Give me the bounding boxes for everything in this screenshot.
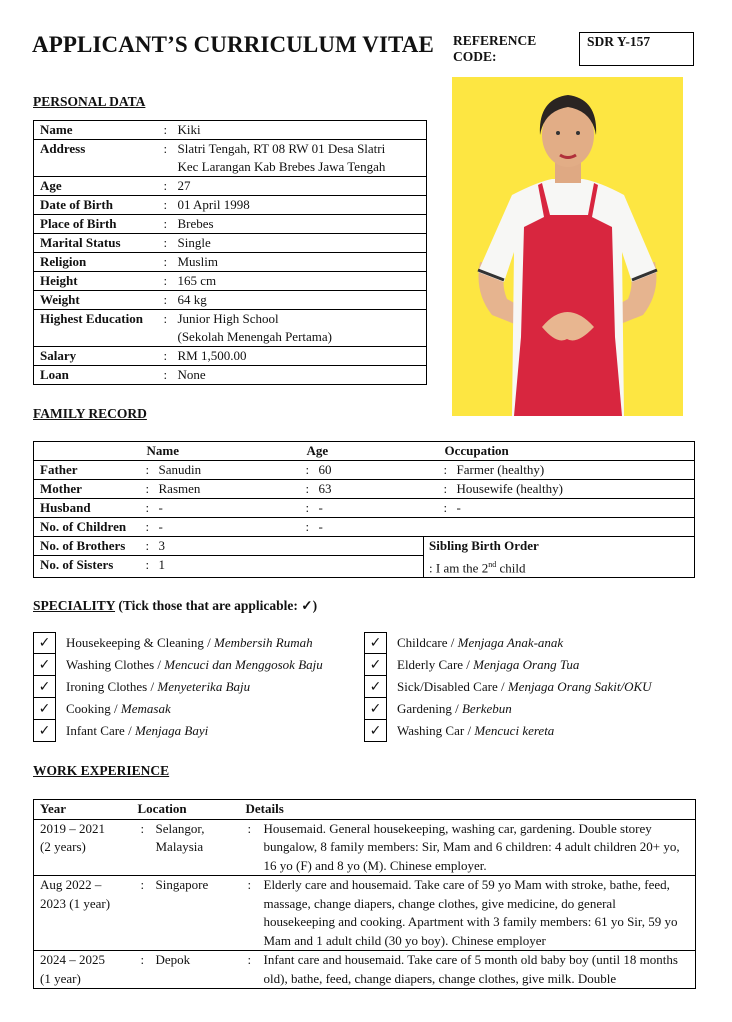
separator: : bbox=[145, 519, 150, 534]
personal-label: Marital Status bbox=[34, 234, 159, 253]
work-col-year: Year bbox=[34, 800, 139, 820]
personal-label: Name bbox=[34, 121, 159, 140]
speciality-english: Elderly Care / bbox=[397, 657, 474, 672]
speciality-english: Washing Car / bbox=[397, 723, 475, 738]
personal-data-heading: PERSONAL DATA bbox=[33, 94, 146, 109]
personal-label: Weight bbox=[34, 291, 159, 310]
personal-value-line2: Kec Larangan Kab Brebes Jawa Tengah bbox=[177, 159, 386, 174]
speciality-label bbox=[387, 723, 554, 739]
personal-value-line1: Kiki bbox=[177, 122, 201, 137]
family-occupation: Housewife (healthy) bbox=[456, 481, 563, 496]
separator: : bbox=[305, 519, 310, 534]
family-label: No. of Children bbox=[34, 518, 142, 537]
personal-value bbox=[177, 140, 427, 177]
family-occupation: - bbox=[456, 500, 461, 515]
speciality-item bbox=[364, 720, 652, 742]
work-col-location-text: Location bbox=[137, 801, 187, 816]
applicant-photo bbox=[452, 77, 683, 416]
checkbox-checked-icon[interactable]: ✓ bbox=[33, 676, 56, 698]
family-header-row bbox=[34, 442, 695, 461]
family-age: 63 bbox=[318, 481, 332, 496]
speciality-label bbox=[387, 657, 579, 673]
separator: : bbox=[246, 951, 264, 989]
sibling-order-label: Sibling Birth Order bbox=[424, 537, 695, 556]
personal-value-line1: Brebes bbox=[177, 216, 214, 231]
checkbox-checked-icon[interactable]: ✓ bbox=[364, 654, 387, 676]
personal-value bbox=[177, 310, 427, 347]
personal-label: Date of Birth bbox=[34, 196, 159, 215]
personal-row-date-of-birth bbox=[34, 196, 427, 215]
family-label: Husband bbox=[34, 499, 142, 518]
personal-label: Loan bbox=[34, 366, 159, 385]
speciality-right-column bbox=[364, 632, 652, 742]
brothers-count: 3 bbox=[158, 538, 165, 553]
separator: : bbox=[159, 121, 177, 140]
work-experience-table bbox=[33, 799, 696, 989]
family-label: No. of Sisters bbox=[34, 556, 142, 578]
family-label: No. of Brothers bbox=[34, 537, 142, 556]
reference-code-label bbox=[453, 33, 536, 65]
speciality-english: Sick/Disabled Care / bbox=[397, 679, 508, 694]
family-row-brothers bbox=[34, 537, 695, 556]
sibling-order-value bbox=[424, 556, 695, 578]
separator: : bbox=[305, 462, 310, 477]
family-row-husband bbox=[34, 499, 695, 518]
personal-value-line1: 64 kg bbox=[177, 292, 207, 307]
work-location bbox=[156, 951, 246, 989]
personal-row-height bbox=[34, 272, 427, 291]
work-location-line1: Depok bbox=[155, 952, 191, 967]
work-header-row bbox=[34, 800, 696, 820]
work-row bbox=[34, 876, 696, 951]
personal-value bbox=[177, 177, 427, 196]
separator: : bbox=[139, 819, 156, 876]
speciality-item bbox=[364, 654, 652, 676]
checkbox-checked-icon[interactable]: ✓ bbox=[364, 698, 387, 720]
speciality-item bbox=[33, 698, 323, 720]
speciality-label bbox=[387, 679, 652, 695]
speciality-malay: Membersih Rumah bbox=[214, 635, 313, 650]
speciality-label bbox=[56, 657, 323, 673]
personal-value-line1: RM 1,500.00 bbox=[177, 348, 247, 363]
work-location-line1: Singapore bbox=[155, 877, 209, 892]
sibling-order-sup: nd bbox=[488, 559, 497, 569]
family-name-cell bbox=[142, 499, 302, 518]
work-col-location bbox=[137, 800, 246, 820]
speciality-item bbox=[33, 720, 323, 742]
personal-value bbox=[177, 272, 427, 291]
family-name: Sanudin bbox=[158, 462, 202, 477]
speciality-item bbox=[364, 698, 652, 720]
personal-row-place-of-birth bbox=[34, 215, 427, 234]
personal-value bbox=[177, 196, 427, 215]
personal-value-line1: Single bbox=[177, 235, 211, 250]
reference-label-line2: CODE: bbox=[453, 49, 497, 64]
family-occupation: Farmer (healthy) bbox=[456, 462, 545, 477]
separator: : bbox=[305, 500, 310, 515]
checkbox-checked-icon[interactable]: ✓ bbox=[33, 632, 56, 654]
sisters-count: 1 bbox=[158, 557, 165, 572]
work-location bbox=[156, 819, 246, 876]
speciality-malay: Memasak bbox=[120, 701, 171, 716]
work-year bbox=[34, 876, 139, 951]
reference-label-line1: REFERENCE bbox=[453, 33, 537, 48]
work-details: Infant care and housemaid. Take care of 5 month old baby boy (until 18 months old), bathe, feed, change diapers, change clothes, give milk. Double bbox=[264, 951, 696, 989]
speciality-malay: Mencuci dan Menggosok Baju bbox=[164, 657, 323, 672]
personal-row-name bbox=[34, 121, 427, 140]
family-row-sisters bbox=[34, 556, 695, 578]
speciality-malay: Menjaga Orang Tua bbox=[473, 657, 580, 672]
family-name-cell bbox=[142, 461, 302, 480]
personal-row-age bbox=[34, 177, 427, 196]
family-col-age: Age bbox=[302, 442, 424, 461]
family-occupation-cell bbox=[424, 461, 695, 480]
checkbox-checked-icon[interactable]: ✓ bbox=[364, 632, 387, 654]
separator: : bbox=[159, 366, 177, 385]
family-name: - bbox=[158, 500, 163, 515]
work-location-line2: Malaysia bbox=[155, 839, 204, 854]
personal-value bbox=[177, 215, 427, 234]
speciality-malay: Menjaga Anak-anak bbox=[457, 635, 564, 650]
separator: : bbox=[246, 876, 264, 951]
checkbox-checked-icon[interactable]: ✓ bbox=[364, 676, 387, 698]
speciality-english: Ironing Clothes / bbox=[66, 679, 158, 694]
work-year-line1: 2019 – 2021 bbox=[40, 820, 105, 836]
personal-row-highest-education bbox=[34, 310, 427, 347]
speciality-english: Childcare / bbox=[397, 635, 458, 650]
personal-label: Religion bbox=[34, 253, 159, 272]
separator: : bbox=[145, 500, 150, 515]
personal-value-line1: 165 cm bbox=[177, 273, 217, 288]
family-row-no-of-children bbox=[34, 518, 695, 537]
checkbox-checked-icon[interactable]: ✓ bbox=[33, 698, 56, 720]
family-row-mother bbox=[34, 480, 695, 499]
family-age-cell bbox=[302, 461, 424, 480]
family-label: Mother bbox=[34, 480, 142, 499]
personal-value-line2: (Sekolah Menengah Pertama) bbox=[177, 329, 333, 344]
separator: : bbox=[145, 481, 150, 496]
personal-value bbox=[177, 291, 427, 310]
separator: : bbox=[159, 253, 177, 272]
personal-label: Highest Education bbox=[34, 310, 159, 347]
work-year-line1: Aug 2022 – bbox=[40, 877, 102, 892]
personal-value-line1: 01 April 1998 bbox=[177, 197, 250, 212]
personal-label: Salary bbox=[34, 347, 159, 366]
applicant-portrait-illustration bbox=[452, 77, 683, 416]
personal-value-line1: Junior High School bbox=[177, 311, 279, 326]
separator: : bbox=[159, 272, 177, 291]
work-location-line1: Selangor, bbox=[155, 820, 205, 836]
work-year bbox=[34, 951, 139, 989]
sibling-order-prefix: : I am the 2 bbox=[429, 559, 489, 575]
work-col-details bbox=[245, 800, 696, 820]
checkbox-checked-icon[interactable]: ✓ bbox=[33, 720, 56, 742]
speciality-label bbox=[387, 701, 512, 717]
separator: : bbox=[159, 215, 177, 234]
separator: : bbox=[159, 140, 177, 177]
family-age: - bbox=[318, 500, 323, 515]
checkbox-checked-icon[interactable]: ✓ bbox=[364, 720, 387, 742]
personal-value-line1: Slatri Tengah, RT 08 RW 01 Desa Slatri bbox=[177, 141, 386, 156]
family-age: - bbox=[318, 519, 323, 534]
page-title: APPLICANT’S CURRICULUM VITAE bbox=[32, 32, 434, 57]
separator: : bbox=[159, 196, 177, 215]
speciality-item bbox=[364, 632, 652, 654]
separator: : bbox=[443, 500, 448, 515]
personal-value bbox=[177, 366, 427, 385]
work-year-line1: 2024 – 2025 bbox=[40, 952, 105, 967]
family-name: - bbox=[158, 519, 163, 534]
speciality-item bbox=[33, 676, 323, 698]
personal-label: Height bbox=[34, 272, 159, 291]
separator: : bbox=[139, 876, 156, 951]
speciality-english: Washing Clothes / bbox=[66, 657, 165, 672]
personal-value-line1: Muslim bbox=[177, 254, 218, 269]
speciality-label bbox=[56, 701, 171, 717]
speciality-malay: Menjaga Orang Sakit/OKU bbox=[507, 679, 652, 694]
family-age-cell bbox=[302, 480, 424, 499]
family-col-occupation: Occupation bbox=[424, 442, 695, 461]
personal-data-table bbox=[33, 120, 427, 385]
personal-value bbox=[177, 253, 427, 272]
speciality-english: Gardening / bbox=[397, 701, 462, 716]
speciality-item bbox=[33, 632, 323, 654]
checkbox-checked-icon[interactable]: ✓ bbox=[33, 654, 56, 676]
work-details: Elderly care and housemaid. Take care of 59 yo Mam with stroke, bathe, feed, massage, change diapers, change clothes, give medicine, do general housekeeping and cooking. Apartment with 3 family members: 61 yo Sir, 59 yo Mam and 1 adult child (30 yo boy). Chinese employer bbox=[264, 876, 696, 951]
work-details: Housemaid. General housekeeping, washing car, gardening. Double storey bungalow, 8 family members: Sir, Mam and 6 children: 4 adult children 20+ yo, 16 yo (F) and 8 yo (M). Chinese employer. bbox=[264, 819, 696, 876]
family-row-father bbox=[34, 461, 695, 480]
personal-label: Place of Birth bbox=[34, 215, 159, 234]
personal-row-weight bbox=[34, 291, 427, 310]
separator: : bbox=[145, 557, 150, 572]
speciality-english: Infant Care / bbox=[66, 723, 135, 738]
speciality-heading bbox=[33, 598, 317, 614]
separator: : bbox=[159, 347, 177, 366]
family-age-cell bbox=[302, 499, 424, 518]
personal-row-salary bbox=[34, 347, 427, 366]
speciality-item bbox=[364, 676, 652, 698]
speciality-malay: Menyeterika Baju bbox=[157, 679, 251, 694]
family-col-name: Name bbox=[142, 442, 302, 461]
speciality-english: Cooking / bbox=[66, 701, 121, 716]
speciality-left-column bbox=[33, 632, 323, 742]
personal-value bbox=[177, 121, 427, 140]
speciality-heading-text: SPECIALITY bbox=[33, 598, 116, 613]
separator: : bbox=[159, 310, 177, 347]
speciality-malay: Menjaga Bayi bbox=[134, 723, 209, 738]
personal-value-line1: 27 bbox=[177, 178, 191, 193]
separator: : bbox=[159, 291, 177, 310]
personal-label: Address bbox=[34, 140, 159, 177]
family-record-table bbox=[33, 441, 695, 578]
speciality-label bbox=[56, 679, 250, 695]
personal-value bbox=[177, 234, 427, 253]
separator: : bbox=[145, 462, 150, 477]
family-record-heading: FAMILY RECORD bbox=[33, 406, 147, 421]
separator: : bbox=[159, 177, 177, 196]
separator: : bbox=[145, 538, 150, 553]
speciality-malay: Berkebun bbox=[461, 701, 512, 716]
separator: : bbox=[159, 234, 177, 253]
work-year-line2: 2023 (1 year) bbox=[40, 895, 111, 911]
separator: : bbox=[246, 819, 264, 876]
work-year bbox=[34, 819, 139, 876]
speciality-label bbox=[56, 723, 208, 739]
family-occupation-cell bbox=[424, 480, 695, 499]
personal-value-line1: None bbox=[177, 367, 206, 382]
family-label: Father bbox=[34, 461, 142, 480]
personal-row-address bbox=[34, 140, 427, 177]
separator: : bbox=[305, 481, 310, 496]
speciality-item bbox=[33, 654, 323, 676]
family-age: 60 bbox=[318, 462, 332, 477]
family-age-cell bbox=[302, 518, 424, 537]
speciality-instruction: (Tick those that are applicable: ✓) bbox=[115, 598, 318, 613]
work-year-line2: (2 years) bbox=[40, 839, 86, 854]
work-year-line2: (1 year) bbox=[40, 970, 81, 986]
separator: : bbox=[443, 481, 448, 496]
work-row bbox=[34, 819, 696, 876]
sibling-order-suffix: child bbox=[496, 559, 526, 575]
work-experience-heading: WORK EXPERIENCE bbox=[33, 763, 170, 778]
personal-row-marital-status bbox=[34, 234, 427, 253]
separator: : bbox=[139, 951, 156, 989]
personal-row-religion bbox=[34, 253, 427, 272]
speciality-malay: Mencuci kereta bbox=[474, 723, 555, 738]
separator: : bbox=[443, 462, 448, 477]
work-row bbox=[34, 951, 696, 989]
family-occupation-cell bbox=[424, 499, 695, 518]
speciality-english: Housekeeping & Cleaning / bbox=[66, 635, 215, 650]
reference-code-box: SDR Y-157 bbox=[579, 32, 694, 66]
family-name: Rasmen bbox=[158, 481, 201, 496]
speciality-label bbox=[56, 635, 313, 651]
family-name-cell bbox=[142, 480, 302, 499]
personal-value bbox=[177, 347, 427, 366]
speciality-label bbox=[387, 635, 563, 651]
personal-label: Age bbox=[34, 177, 159, 196]
family-occupation-cell bbox=[424, 518, 695, 537]
work-location bbox=[156, 876, 246, 951]
work-col-details-text: Details bbox=[245, 801, 284, 816]
family-name-cell bbox=[142, 518, 302, 537]
personal-row-loan bbox=[34, 366, 427, 385]
